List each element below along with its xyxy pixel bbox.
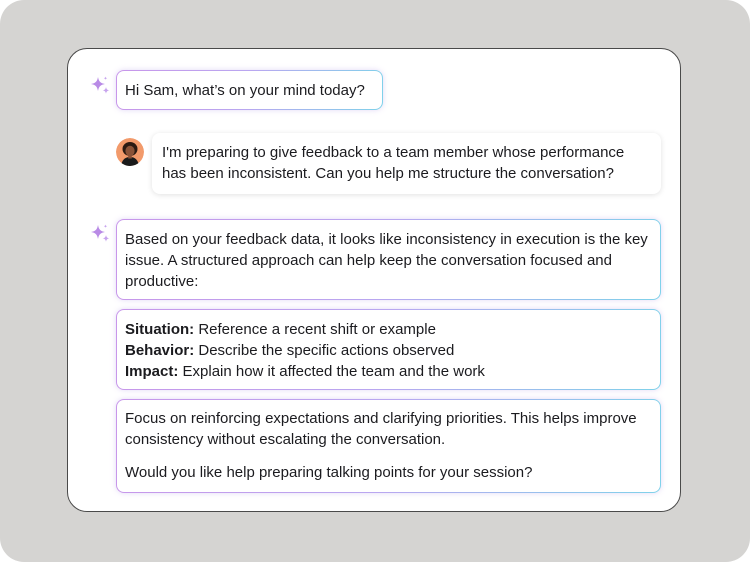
chat-panel [67,48,681,512]
avatar [116,138,144,166]
sparkle-icon [89,223,111,245]
closing-text: Focus on reinforcing expectations and clarifying priorities. This helps improve consistency without escalating the conversation. [125,410,637,448]
sparkle-icon [89,75,111,97]
framework-term: Situation: [125,321,195,338]
framework-text: Reference a recent shift or example [194,321,436,338]
framework-item-behavior [125,340,652,361]
analysis-text: Based on your feedback data, it looks like inconsistency in execution is the key issue. A structured approach can help keep the conversation focused and productive: [125,231,648,290]
assistant-framework-bubble [116,309,661,390]
user-message-text: I'm preparing to give feedback to a team member whose performance has been inconsistent. Can you help me structure the conversation? [162,144,625,182]
assistant-greeting-bubble [116,70,383,110]
framework-text: Explain how it affected the team and the work [178,363,485,380]
user-avatar-image [116,138,144,166]
framework-term: Behavior: [125,342,195,359]
question-text: Would you like help preparing talking points for your session? [125,464,533,481]
assistant-analysis-bubble [116,219,661,300]
framework-item-impact [125,361,652,382]
assistant-closing-bubble [116,399,661,493]
greeting-text: Hi Sam, what’s on your mind today? [125,82,365,99]
framework-item-situation [125,319,652,340]
framework-text: Describe the specific actions observed [194,342,455,359]
framework-term: Impact: [125,363,179,380]
user-message-bubble [152,133,661,194]
